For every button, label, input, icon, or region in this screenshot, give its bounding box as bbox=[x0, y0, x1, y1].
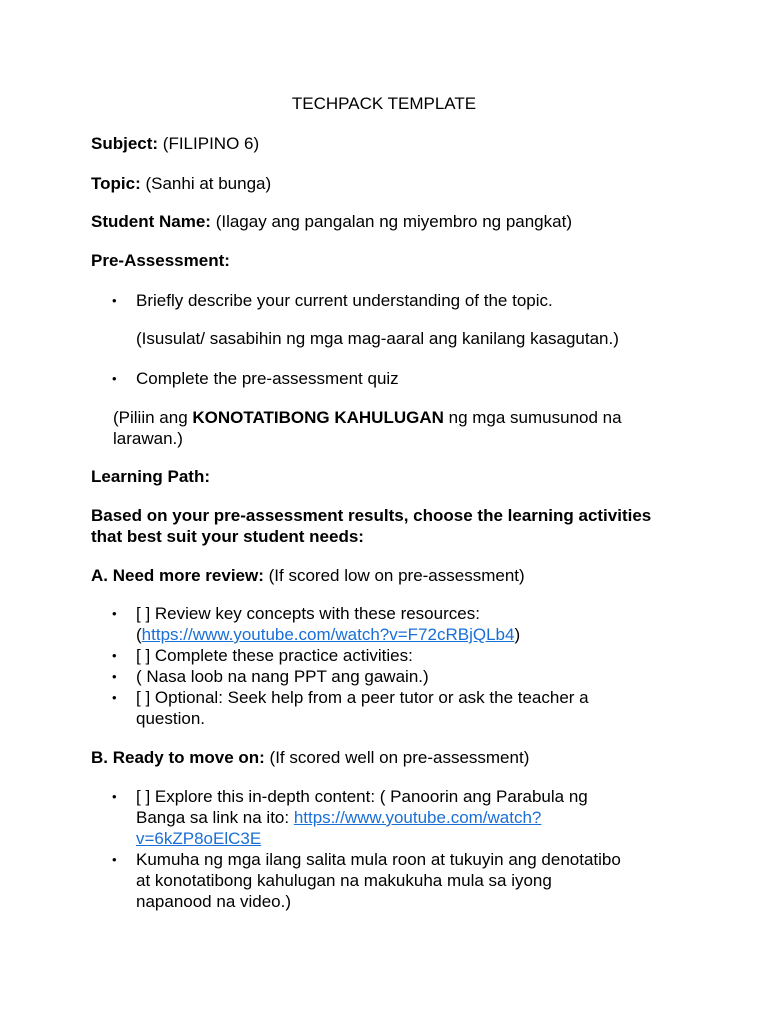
list-item bbox=[91, 368, 691, 389]
bullet-icon: • bbox=[112, 606, 117, 621]
pre-assessment-note bbox=[113, 407, 673, 449]
pre-bullet-2-text: Complete the pre-assessment quiz bbox=[136, 369, 399, 388]
pre-bullet-1-note: (Isusulat/ sasabihin ng mga mag-aaral ang kanilang kasagutan.) bbox=[136, 329, 619, 348]
a-item-1-open-paren: ( bbox=[136, 625, 142, 644]
pre-assessment-heading: Pre-Assessment: bbox=[91, 251, 230, 270]
section-a-value: (If scored low on pre-assessment) bbox=[263, 566, 525, 585]
a-item-4-text: [ ] Optional: Seek help from a peer tutor or ask the teacher a question. bbox=[136, 688, 589, 728]
bullet-icon: • bbox=[112, 852, 117, 867]
topic-label: Topic: bbox=[91, 174, 141, 193]
subject-line bbox=[91, 133, 691, 154]
bullet-icon: • bbox=[112, 371, 117, 386]
learning-path-heading: Learning Path: bbox=[91, 467, 211, 486]
topic-value: (Sanhi at bunga) bbox=[140, 174, 272, 193]
pre-note-text-end: ng mga sumusunod na larawan.) bbox=[113, 408, 622, 448]
list-item bbox=[91, 290, 691, 311]
pre-bullet-1-text: Briefly describe your current understanding of the topic. bbox=[136, 291, 553, 310]
bullet-icon: • bbox=[112, 669, 117, 684]
pre-note-text: (Piliin ang bbox=[113, 408, 193, 427]
list-item bbox=[91, 786, 691, 849]
b-item-2-text: Kumuha ng mga ilang salita mula roon at tukuyin ang denotatibo at konotatibong kahulugan na makukuha mula sa iyong napanood na video.) bbox=[136, 850, 621, 911]
section-a-list bbox=[91, 603, 691, 729]
a-item-2-text: [ ] Complete these practice activities: bbox=[136, 646, 413, 665]
document-title: TECHPACK TEMPLATE bbox=[291, 94, 477, 113]
student-name-value: (Ilagay ang pangalan ng miyembro ng pangkat) bbox=[210, 212, 572, 231]
pre-note-bold: KONOTATIBONG KAHULUGAN bbox=[192, 408, 444, 427]
topic-line bbox=[91, 173, 691, 194]
list-item bbox=[91, 603, 691, 645]
youtube-link-parabula[interactable]: https://www.youtube.com/watch?v=6kZP8oElC3E bbox=[136, 808, 542, 848]
bullet-icon: • bbox=[112, 293, 117, 308]
a-item-1-text: [ ] Review key concepts with these resources: bbox=[136, 604, 480, 623]
bullet-icon: • bbox=[112, 648, 117, 663]
list-item bbox=[91, 849, 691, 912]
bullet-icon: • bbox=[112, 690, 117, 705]
section-b-heading bbox=[91, 747, 691, 768]
based-on-instructions: Based on your pre-assessment results, choose the learning activities that best suit your student needs: bbox=[91, 506, 652, 546]
youtube-link-review[interactable]: https://www.youtube.com/watch?v=F72cRBjQLb4 bbox=[141, 625, 515, 644]
pre-assessment-list-1 bbox=[91, 290, 691, 311]
b-item-1-text: [ ] Explore this in-depth content: ( Panoorin ang Parabula ng Banga sa link na ito: bbox=[136, 787, 588, 827]
a-item-1-close-paren: ) bbox=[514, 625, 521, 644]
section-a-heading bbox=[91, 565, 691, 586]
section-b-list bbox=[91, 786, 691, 912]
bullet-icon: • bbox=[112, 789, 117, 804]
section-b-value: (If scored well on pre-assessment) bbox=[264, 748, 530, 767]
list-item bbox=[91, 666, 691, 687]
a-item-3-text: ( Nasa loob na nang PPT ang gawain.) bbox=[136, 667, 429, 686]
pre-assessment-list-2 bbox=[91, 368, 691, 389]
list-item bbox=[91, 645, 691, 666]
student-name-label: Student Name: bbox=[91, 212, 211, 231]
subject-label: Subject: bbox=[91, 134, 159, 153]
subject-value: (FILIPINO 6) bbox=[158, 134, 260, 153]
section-a-label: A. Need more review: bbox=[91, 566, 264, 585]
section-b-label: B. Ready to move on: bbox=[91, 748, 265, 767]
list-item bbox=[91, 687, 691, 729]
student-name-line bbox=[91, 211, 691, 232]
